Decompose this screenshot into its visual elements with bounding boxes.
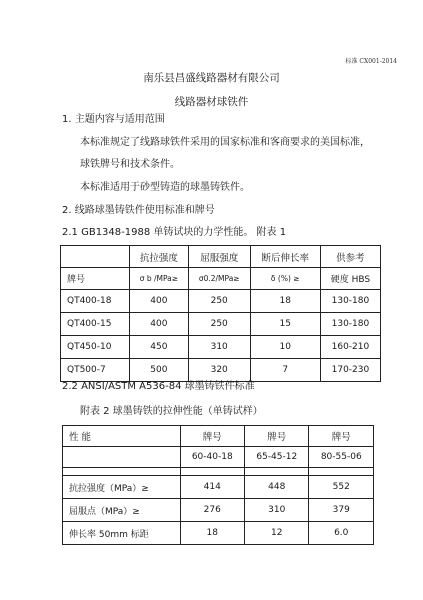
table-header-row [61,246,381,268]
table-row [63,499,374,522]
table-row [61,359,381,382]
yield-cell: 310 [188,336,250,359]
header-grade: 牌号 [61,268,130,290]
header-property: 性 能 [63,426,181,447]
header-hardness: 硬度 HBS [320,268,380,290]
value-cell: 448 [245,476,309,499]
header-grade-label: 牌号 [245,426,309,447]
header-yield-unit: σ0.2/MPa≥ [188,268,250,290]
yield-cell: 250 [188,313,250,336]
grade-cell: QT450-10 [61,336,130,359]
grade-cell: QT400-15 [61,313,130,336]
header-elongation-unit: δ (%) ≥ [250,268,320,290]
value-cell: 552 [309,476,374,499]
section-1-heading: 1. 主题内容与适用范围 [62,114,165,125]
section-1-paragraph-2: 本标准适用于砂型铸造的球墨铸铁件。 [80,182,250,193]
elongation-cell: 15 [250,313,320,336]
hardness-cell: 130-180 [320,290,380,313]
yield-cell: 320 [188,359,250,382]
spacer-cell [309,468,374,476]
hardness-cell: 130-180 [320,313,380,336]
grade-cell: QT500-7 [61,359,130,382]
table-row [61,313,381,336]
value-cell: 12 [245,522,309,545]
grade-cell: QT400-18 [61,290,130,313]
section-1-paragraph-1-line-1: 本标准规定了线路球铁件采用的国家标准和客商要求的美国标准， [80,137,370,148]
spacer-cell [180,468,244,476]
section-2-heading: 2. 线路球墨铸铁件使用标准和牌号 [62,205,215,216]
tensile-cell: 400 [129,313,188,336]
header-property-blank [63,447,181,468]
company-name: 南乐县昌盛线路器材有限公司 [143,72,280,84]
standard-number: 标准 CX001-2014 [345,58,397,65]
value-cell: 379 [309,499,374,522]
header-grade: 80-55-06 [309,447,374,468]
spacer-cell [63,468,181,476]
value-cell: 276 [180,499,244,522]
header-grade: 60-40-18 [180,447,244,468]
hardness-cell: 170-230 [320,359,380,382]
tensile-cell: 450 [129,336,188,359]
header-grade-label: 牌号 [180,426,244,447]
header-tensile-unit: σ b /MPa≥ [129,268,188,290]
tensile-cell: 500 [129,359,188,382]
header-grade: 65-45-12 [245,447,309,468]
table-row [61,290,381,313]
property-cell: 伸长率 50mm 标距 [63,522,181,545]
header-tensile: 抗拉强度 [129,246,188,268]
value-cell: 310 [245,499,309,522]
header-grade-label: 牌号 [309,426,374,447]
hardness-cell: 160-210 [320,336,380,359]
table-row [63,476,374,499]
table-header-row [63,426,374,447]
table-spacer-row [63,468,374,476]
property-cell: 抗拉强度（MPa）≥ [63,476,181,499]
table-2-caption: 附表 2 球墨铸铁的拉伸性能（单铸试样） [80,406,263,417]
header-yield: 屈服强度 [188,246,250,268]
tensile-properties-table-astm [62,425,374,545]
value-cell: 6.0 [309,522,374,545]
value-cell: 18 [180,522,244,545]
document-title: 线路器材球铁件 [174,96,249,108]
section-1-paragraph-1-line-2: 球铁牌号和技术条件。 [80,159,180,170]
elongation-cell: 10 [250,336,320,359]
section-2-1-heading: 2.1 GB1348-1988 单铸试块的力学性能。 附表 1 [62,227,287,238]
mechanical-properties-table-gb1348 [60,245,381,382]
table-header-units-row [61,268,381,290]
header-elongation: 断后伸长率 [250,246,320,268]
elongation-cell: 18 [250,290,320,313]
table-header-grades-row [63,447,374,468]
table-row [63,522,374,545]
table-row [61,336,381,359]
spacer-cell [245,468,309,476]
yield-cell: 250 [188,290,250,313]
section-2-2-heading: 2.2 ANSI/ASTM A536-84 球墨铸铁件标准 [62,381,255,392]
elongation-cell: 7 [250,359,320,382]
header-grade-top [61,246,130,268]
property-cell: 屈服点（MPa）≥ [63,499,181,522]
value-cell: 414 [180,476,244,499]
header-reference: 供参考 [320,246,380,268]
tensile-cell: 400 [129,290,188,313]
